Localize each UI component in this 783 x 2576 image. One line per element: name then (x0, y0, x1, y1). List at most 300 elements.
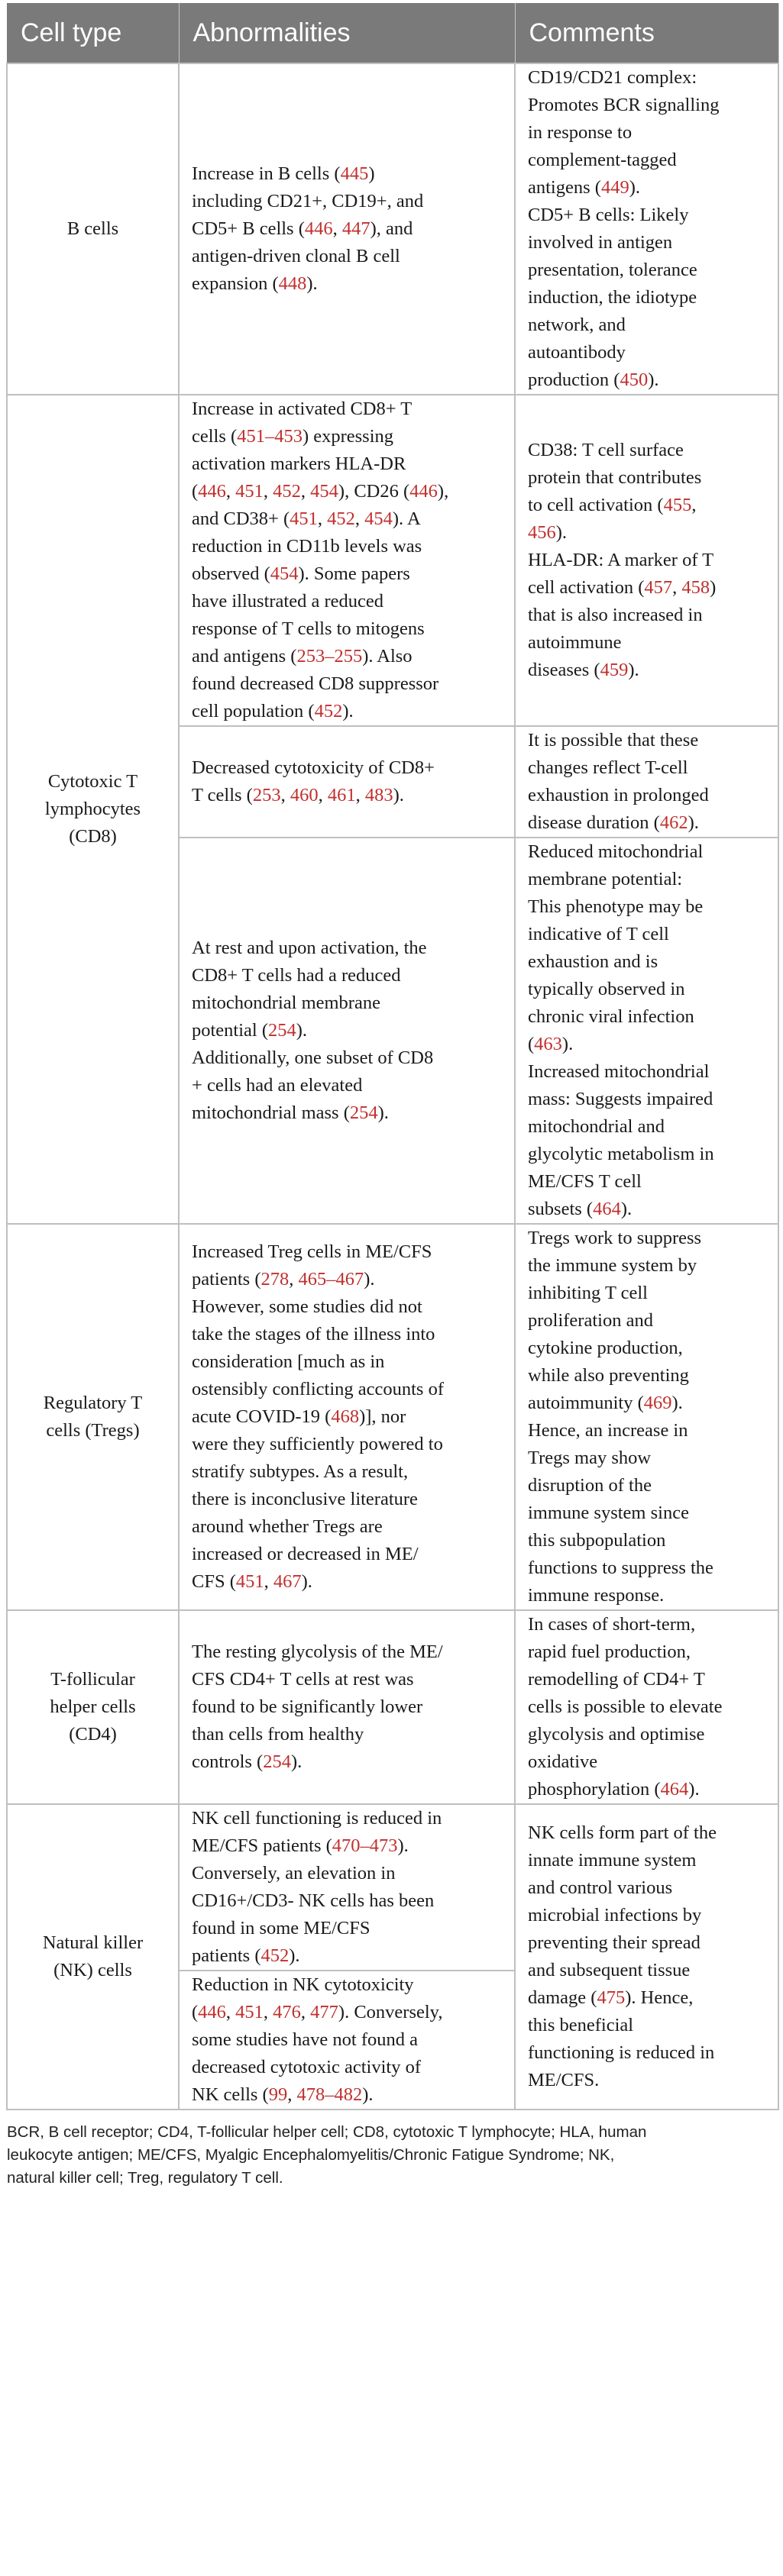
text-line (192, 782, 503, 809)
text-segment: rapid fuel production, (528, 1641, 691, 1662)
text-segment: diseases ( (528, 660, 600, 680)
reference-link[interactable]: 456 (528, 522, 556, 543)
text-segment: protein that contributes (528, 467, 702, 488)
text-segment: , (289, 1269, 299, 1290)
text-line (528, 202, 767, 229)
text-segment: disruption of the (528, 1475, 652, 1496)
text-segment: + cells had an elevated (192, 1075, 363, 1096)
text-line (192, 1238, 503, 1266)
text-segment: ), CD26 ( (338, 481, 410, 502)
text-segment: Conversely, an elevation in (192, 1863, 396, 1884)
text-segment: ). (377, 1102, 389, 1123)
text-segment: some studies have not found a (192, 2029, 418, 2050)
text-line (528, 782, 767, 809)
text-segment: CFS CD4+ T cells at rest was (192, 1669, 414, 1690)
text-segment: controls ( (192, 1751, 264, 1772)
text-segment: , (225, 481, 236, 502)
cell-type-label: Cytotoxic T (47, 771, 138, 792)
cell-type-cell (7, 395, 179, 1224)
text-segment: changes reflect T-cell (528, 757, 688, 778)
text-segment: that is also increased in (528, 605, 703, 625)
text-line (528, 1390, 767, 1417)
text-line (528, 1003, 767, 1031)
reference-link[interactable]: 455 (663, 495, 692, 515)
text-segment: mitochondrial membrane (192, 993, 380, 1013)
text-segment: ME/CFS T cell (528, 1171, 642, 1192)
text-segment: , (672, 577, 682, 598)
text-line (192, 1099, 503, 1127)
text-segment: ) expressing (302, 426, 394, 447)
reference-link[interactable]: 446 (409, 481, 438, 502)
text-segment: , (287, 2084, 297, 2105)
text-segment: and control various (528, 1877, 673, 1898)
text-segment: induction, the idiotype (528, 287, 697, 308)
text-line (192, 1321, 503, 1348)
text-line (528, 1527, 767, 1554)
footnote-text (7, 2110, 778, 2190)
reference-link[interactable]: 478–482 (296, 2084, 363, 2105)
text-segment: , (280, 785, 290, 805)
reference-link[interactable]: 449 (600, 177, 629, 198)
reference-link[interactable]: 470–473 (332, 1835, 398, 1856)
text-line (192, 588, 503, 615)
text-segment: found to be significantly lower (192, 1696, 423, 1717)
text-line (528, 229, 767, 257)
abnormalities-cell (179, 838, 515, 1224)
text-line (192, 1266, 503, 1293)
text-line (528, 1721, 767, 1748)
text-segment: Increased Treg cells in ME/CFS (192, 1241, 432, 1262)
reference-link[interactable]: 467 (273, 1571, 302, 1592)
text-segment: , (691, 495, 697, 515)
text-line (528, 1554, 767, 1582)
reference-link[interactable]: 253–255 (296, 646, 363, 667)
text-line (528, 92, 767, 119)
text-line (528, 2039, 767, 2067)
text-line (528, 602, 767, 629)
reference-link[interactable]: 451 (235, 1571, 264, 1592)
reference-link[interactable]: 463 (534, 1034, 562, 1054)
text-segment: , (263, 481, 273, 502)
text-segment: preventing their spread (528, 1932, 700, 1953)
text-segment: CD5+ B cells: Likely (528, 205, 689, 225)
text-segment: phosphorylation ( (528, 1779, 661, 1800)
text-segment: CFS ( (192, 1571, 236, 1592)
text-line (528, 893, 767, 921)
text-segment: However, some studies did not (192, 1296, 422, 1317)
text-line (192, 1376, 503, 1403)
text-line (192, 1832, 503, 1860)
text-segment: autoimmune (528, 632, 622, 653)
text-segment: have illustrated a reduced (192, 591, 384, 612)
text-line (528, 1847, 767, 1874)
reference-link[interactable]: 469 (643, 1393, 672, 1413)
text-segment: HLA-DR: A marker of T (528, 550, 714, 570)
text-line (192, 243, 503, 270)
text-segment: around whether Tregs are (192, 1516, 383, 1537)
reference-link[interactable]: 254 (268, 1020, 296, 1041)
text-segment: remodelling of CD4+ T (528, 1669, 705, 1690)
text-line (192, 560, 503, 588)
text-line (192, 615, 503, 643)
text-segment: CD38: T cell surface (528, 440, 684, 460)
text-segment: , (300, 481, 311, 502)
text-line (192, 450, 503, 478)
text-line (528, 1666, 767, 1693)
cell-type-label: T-follicular (50, 1669, 135, 1690)
cell-type-label: Natural killer (42, 1932, 144, 1953)
text-segment: this subpopulation (528, 1530, 666, 1551)
text-segment: subsets ( (528, 1199, 594, 1219)
text-segment: autoantibody (528, 342, 626, 363)
abnormalities-cell (179, 395, 515, 726)
text-segment: ). (620, 1199, 633, 1219)
text-segment: production ( (528, 370, 620, 390)
cell-type-label: B cells (66, 218, 119, 239)
reference-link[interactable]: 450 (620, 370, 649, 390)
table-row (7, 395, 778, 726)
text-segment: ). (397, 1835, 409, 1856)
text-segment: including CD21+, CD19+, and (192, 191, 424, 211)
text-line (192, 1513, 503, 1541)
text-line (192, 2026, 503, 2054)
text-segment: , (318, 785, 328, 805)
reference-link[interactable]: 452 (314, 701, 343, 721)
text-segment: CD8+ T cells had a reduced (192, 965, 401, 986)
text-line (528, 1445, 767, 1472)
text-line (528, 547, 767, 574)
text-segment: ( (192, 2002, 199, 2022)
text-segment: ). Conversely, (338, 2002, 443, 2022)
text-segment: glycolysis and optimise (528, 1724, 705, 1745)
text-line (528, 976, 767, 1003)
text-line (192, 1541, 503, 1568)
text-segment: , (354, 508, 365, 529)
reference-link[interactable]: 464 (593, 1199, 621, 1219)
text-segment: ( (192, 481, 199, 502)
text-segment: ). A (392, 508, 421, 529)
reference-link[interactable]: 254 (349, 1102, 378, 1123)
text-line (528, 1335, 767, 1362)
reference-link[interactable]: 476 (273, 2002, 301, 2022)
header-comments: Comments (515, 3, 778, 63)
reference-link[interactable]: 461 (327, 785, 356, 805)
cell-type-label: Regulatory T (43, 1393, 143, 1413)
text-segment: ). Hence, (625, 1987, 694, 2008)
text-line (528, 1086, 767, 1113)
text-line (528, 2012, 767, 2039)
text-line (192, 1860, 503, 1887)
text-segment: presentation, tolerance (528, 260, 697, 280)
text-line (192, 754, 503, 782)
text-segment: chronic viral infection (528, 1006, 694, 1027)
text-line (192, 1721, 503, 1748)
text-line (528, 464, 767, 492)
text-segment: typically observed in (528, 979, 685, 999)
text-segment: increased or decreased in ME/ (192, 1544, 419, 1564)
text-segment: the immune system by (528, 1255, 697, 1276)
text-line (528, 1225, 767, 1252)
text-line (528, 1499, 767, 1527)
text-line (528, 1362, 767, 1390)
text-segment: Decreased cytotoxicity of CD8+ (192, 757, 435, 778)
reference-link[interactable]: 254 (263, 1751, 291, 1772)
text-segment: Tregs may show (528, 1448, 652, 1468)
text-segment: ). (362, 2084, 374, 2105)
text-segment: network, and (528, 315, 626, 335)
text-line (528, 437, 767, 464)
comments-cell (515, 838, 778, 1224)
text-segment: mitochondrial mass ( (192, 1102, 350, 1123)
text-segment: found decreased CD8 suppressor (192, 673, 439, 694)
text-segment: activation markers HLA-DR (192, 454, 406, 474)
text-segment: patients ( (192, 1269, 261, 1290)
reference-link[interactable]: 454 (310, 481, 338, 502)
text-segment: potential ( (192, 1020, 269, 1041)
text-line (528, 492, 767, 519)
reference-link[interactable]: 445 (340, 163, 369, 184)
text-line (528, 119, 767, 147)
abnormalities-cell (179, 726, 515, 838)
abnormalities-cell (179, 1971, 515, 2110)
text-segment: T cells ( (192, 785, 253, 805)
text-line (528, 1472, 767, 1499)
text-line (192, 1431, 503, 1458)
text-line (192, 2054, 503, 2081)
text-segment: This phenotype may be (528, 896, 704, 917)
text-line (192, 962, 503, 989)
text-segment: NK cells form part of the (528, 1822, 717, 1843)
reference-link[interactable]: 475 (597, 1987, 626, 2008)
text-segment: ). (688, 1779, 700, 1800)
reference-link[interactable]: 99 (268, 2084, 288, 2105)
text-segment: indicative of T cell (528, 924, 669, 944)
text-segment: microbial infections by (528, 1905, 702, 1926)
text-line (192, 478, 503, 505)
text-line (192, 1666, 503, 1693)
text-segment: this beneficial (528, 2015, 634, 2035)
text-segment: cells ( (192, 426, 238, 447)
text-line (192, 1293, 503, 1321)
reference-link[interactable]: 452 (260, 1945, 290, 1966)
text-line (192, 1044, 503, 1072)
text-segment: ). (671, 1393, 683, 1413)
text-segment: , (332, 218, 342, 239)
text-line (192, 1971, 503, 1999)
text-segment: ). Also (362, 646, 413, 667)
text-segment: autoimmunity ( (528, 1393, 644, 1413)
text-segment: The resting glycolysis of the ME/ (192, 1641, 443, 1662)
cell-type-label: lymphocytes (44, 799, 141, 819)
comments-cell (515, 63, 778, 395)
text-segment: mitochondrial and (528, 1116, 665, 1137)
text-segment: there is inconclusive literature (192, 1489, 418, 1509)
reference-link[interactable]: 446 (198, 481, 226, 502)
text-line (192, 2081, 503, 2109)
text-segment: , (300, 2002, 311, 2022)
text-line (192, 1486, 503, 1513)
reference-link[interactable]: 458 (681, 577, 710, 598)
text-line (192, 1638, 503, 1666)
text-segment: membrane potential: (528, 869, 683, 889)
text-segment: antigens ( (528, 177, 601, 198)
text-line (528, 147, 767, 174)
reference-link[interactable]: 457 (644, 577, 673, 598)
text-line (528, 2067, 767, 2094)
text-segment: Increase in B cells ( (192, 163, 341, 184)
text-segment: glycolytic metabolism in (528, 1144, 714, 1164)
header-cell-type: Cell type (7, 3, 179, 63)
reference-link[interactable]: 448 (278, 273, 307, 294)
reference-link[interactable]: 483 (364, 785, 393, 805)
text-segment: Hence, an increase in (528, 1420, 688, 1441)
text-segment: decreased cytotoxic activity of (192, 2057, 421, 2077)
text-segment: and subsequent tissue (528, 1960, 691, 1980)
text-segment: cells is possible to elevate (528, 1696, 723, 1717)
text-line (192, 1072, 503, 1099)
text-segment: , (263, 2002, 273, 2022)
abnormalities-cell (179, 1224, 515, 1610)
reference-link[interactable]: 451 (290, 508, 318, 529)
text-segment: , (264, 1571, 273, 1592)
text-line (528, 1582, 767, 1609)
text-segment: ). (555, 522, 568, 543)
text-segment: ). (301, 1571, 312, 1592)
cell-type-label: (NK) cells (53, 1960, 132, 1980)
text-segment: , (355, 785, 365, 805)
text-line (528, 921, 767, 948)
text-line (528, 1902, 767, 1929)
text-segment: were they sufficiently powered to (192, 1434, 443, 1454)
text-segment: ). Some papers (298, 563, 410, 584)
reference-link[interactable]: 477 (310, 2002, 338, 2022)
reference-link[interactable]: 253 (252, 785, 281, 805)
cell-type-cell (7, 1610, 179, 1804)
text-line (528, 1776, 767, 1803)
abnormalities-cell (179, 1804, 515, 1971)
reference-link[interactable]: 468 (331, 1406, 360, 1427)
text-segment: reduction in CD11b levels was (192, 536, 422, 557)
text-segment: Additionally, one subset of CD8 (192, 1048, 434, 1068)
reference-link[interactable]: 446 (304, 218, 333, 239)
text-line (528, 1031, 767, 1058)
text-segment: ostensibly conflicting accounts of (192, 1379, 444, 1399)
text-segment: found in some ME/CFS (192, 1918, 370, 1938)
immune-abnormalities-table (6, 3, 779, 2190)
text-segment: Increase in activated CD8+ T (192, 399, 413, 419)
reference-link[interactable]: 465–467 (298, 1269, 364, 1290)
text-line (528, 754, 767, 782)
cell-type-cell (7, 1224, 179, 1610)
text-segment: than cells from healthy (192, 1724, 364, 1745)
text-segment: ). (648, 370, 659, 390)
text-line (192, 215, 503, 243)
text-line (528, 657, 767, 684)
reference-link[interactable]: 278 (260, 1269, 290, 1290)
text-segment: ), and (370, 218, 413, 239)
text-line (528, 1168, 767, 1196)
text-line (192, 1805, 503, 1832)
reference-link[interactable]: 464 (660, 1779, 689, 1800)
reference-link[interactable]: 446 (198, 2002, 226, 2022)
reference-link[interactable]: 452 (273, 481, 301, 502)
comments-cell (515, 395, 778, 726)
text-line (528, 257, 767, 284)
text-segment: complement-tagged (528, 150, 677, 170)
text-segment: ). (290, 1751, 303, 1772)
reference-link[interactable]: 462 (659, 812, 688, 833)
cell-type-label: helper cells (50, 1696, 136, 1717)
reference-link[interactable]: 452 (327, 508, 355, 529)
text-segment: ) (368, 163, 375, 184)
text-segment: ). (561, 1034, 574, 1054)
text-segment: cytokine production, (528, 1338, 683, 1358)
reference-link[interactable]: 451 (235, 481, 264, 502)
text-segment: ). (393, 785, 404, 805)
text-line (528, 1307, 767, 1335)
text-segment: ). (296, 1020, 308, 1041)
text-line (528, 1638, 767, 1666)
text-line (528, 1252, 767, 1280)
text-segment: cell activation ( (528, 577, 645, 598)
comments-cell (515, 1610, 778, 1804)
text-line (528, 629, 767, 657)
text-segment: observed ( (192, 563, 270, 584)
text-segment: consideration [much as in (192, 1351, 385, 1372)
text-line (528, 809, 767, 837)
table-footnote (7, 2110, 778, 2190)
text-segment: take the stages of the illness into (192, 1324, 435, 1344)
text-segment: CD19/CD21 complex: (528, 67, 697, 88)
text-line (192, 1348, 503, 1376)
text-line (528, 284, 767, 312)
text-segment: antigen-driven clonal B cell (192, 246, 400, 266)
text-segment: stratify subtypes. As a result, (192, 1461, 409, 1482)
reference-link[interactable]: 451–453 (237, 426, 303, 447)
reference-link[interactable]: 459 (600, 660, 629, 680)
text-segment: in response to (528, 122, 633, 143)
text-line (192, 188, 503, 215)
reference-link[interactable]: 447 (341, 218, 370, 239)
text-segment: ). (306, 273, 318, 294)
text-line (192, 1458, 503, 1486)
text-segment: expansion ( (192, 273, 279, 294)
comments-cell (515, 726, 778, 838)
reference-link[interactable]: 454 (364, 508, 393, 529)
text-segment: ME/CFS. (528, 2070, 600, 2090)
text-line (192, 1942, 503, 1970)
reference-link[interactable]: 460 (290, 785, 319, 805)
cell-type-cell (7, 63, 179, 395)
text-segment: and antigens ( (192, 646, 297, 667)
reference-link[interactable]: 451 (235, 2002, 264, 2022)
text-segment: , (225, 2002, 236, 2022)
text-segment: acute COVID-19 ( (192, 1406, 332, 1427)
text-segment: and CD38+ ( (192, 508, 290, 529)
text-line (528, 1611, 767, 1638)
text-line (528, 1196, 767, 1223)
text-line (192, 1748, 503, 1776)
reference-link[interactable]: 454 (270, 563, 299, 584)
text-line (528, 948, 767, 976)
text-segment: Promotes BCR signalling (528, 95, 720, 115)
text-segment: At rest and upon activation, the (192, 938, 427, 958)
table-header (7, 3, 778, 63)
text-line (528, 727, 767, 754)
text-line (528, 574, 767, 602)
text-line (528, 174, 767, 202)
text-segment: ) (710, 577, 717, 598)
